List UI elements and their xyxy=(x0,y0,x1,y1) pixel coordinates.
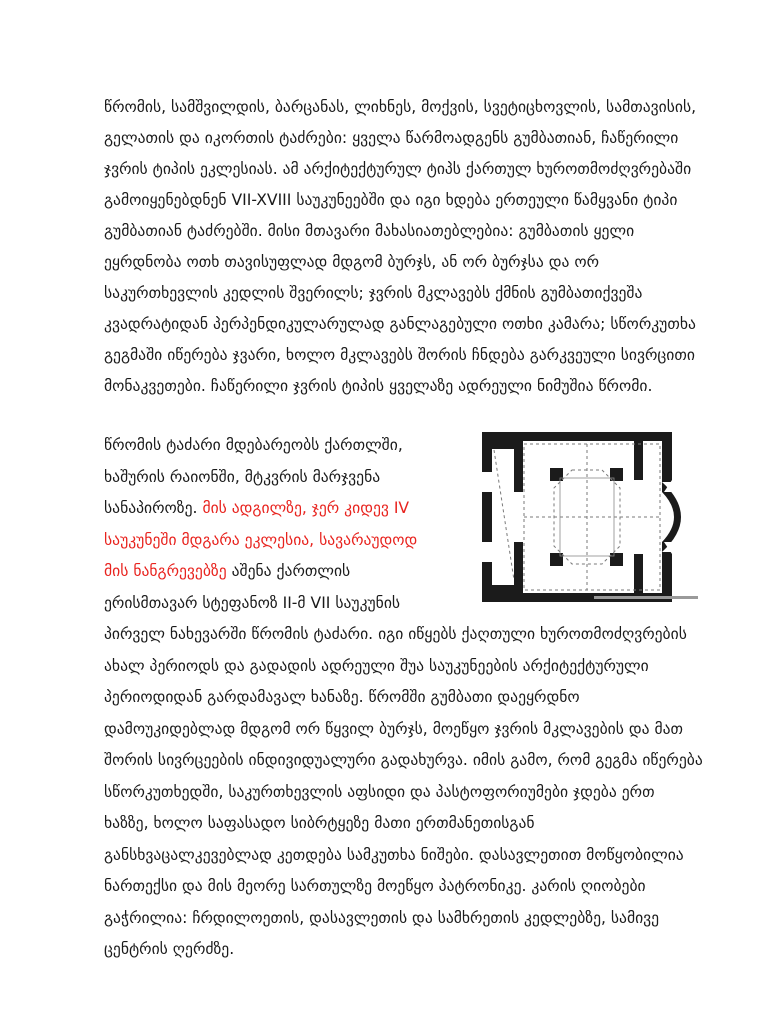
paragraph-tsromi-intro: წრომის ტაძარი მდებარეობს ქართლში, ხაშურის რაიონში, მტკვრის მარჯვენა სანაპიროზე. xyxy=(104,436,403,517)
paragraph-tsromi-highlight: მის ადგილზე, ჯერ კიდევ IV საუკუნეში მდგარა ეკლესია, სავარაუდოდ მის ნანგრევებზე xyxy=(104,499,418,580)
church-floor-plan-image xyxy=(454,430,704,606)
figure-caption-line xyxy=(594,596,698,599)
floor-plan-figure xyxy=(454,430,704,606)
paragraph-tsromi-section xyxy=(104,430,704,966)
paragraph-tsromi-rest: აშენა ქართლის ერისმთავარ სტეფანოზ II-მ VII საუკუნის პირველ ნახევარში წრომის ტაძარი. იგი იწყებს ქაღთული ხუროთმოძღვრების ახალ პერიოდს და გადადის ადრეული შუა საუკუნეების არქიტექტურული პერიოდიდან გარდამავალ ხანაზე. წრომში გუმბათი დაეყრდნო დამოუკიდებლად მდგომ ორ წყვილ ბურჯს, მოეწყო ჯვრის მკლავების და მათ შორის სივრცეების ინდივიდუალური გადახურვა. იმის გამო, რომ გეგმა იწერება სწორკუთხედში, საკურთხევლის აფსიდი და პასტოფორიუმები ჯდება ერთ ხაზზე, ხოლო საფასადო სიბრტყეზე მათი ერთმანეთისგან განსხვაცალკევებლად კეთდება სამკუთხა ნიშები. დასავლეთით მოწყობილია ნართექსი და მის მეორე სართულზე მოეწყო პატრონიკე. კარის ღიობები გაჭრილია: ჩრდილოეთის, დასავლეთის და სამხრეთის კედლებზე, სამივე ცენტრის ღერძზე. xyxy=(104,562,703,958)
paragraph-intro: წრომის, სამშვილდის, ბარცანას, ლიხნეს, მოქვის, სვეტიცხოვლის, სამთავისის, გელათის და იკორთის ტაძრები: ყველა წარმოადგენს გუმბათიან, ჩაწერილი ჯვრის ტიპის ეკლესიას. ამ არქიტექტურულ ტიპს ქართულ ხუროთმოძღვრებაში გამოიყენებდნენ VII-XVIII საუკუნეებში და იგი ხდება ერთეული წამყვანი ტიპი გუმბათიან ტაძრებში. მისი მთავარი მახასიათებლებია: გუმბათის ყელი ეყრდნობა ოთხ თავისუფლად მდგომ ბურჯს, ან ორ ბურჯსა და ორ საკურთხევლის კედლის შვერილს; ჯვრის მკლავებს ქმნის გუმბათიქვეშა კვადრატიდან პერპენდიკულარულად განლაგებული ოთხი კამარა; სწორკუთხა გეგმაში იწერება ჯვარი, ხოლო მკლავებს შორის ჩნდება გარკვეული სივრცითი მონაკვეთები. ჩაწერილი ჯვრის ტიპის ყველაზე ადრეული ნიმუშია წრომი. xyxy=(104,98,697,395)
